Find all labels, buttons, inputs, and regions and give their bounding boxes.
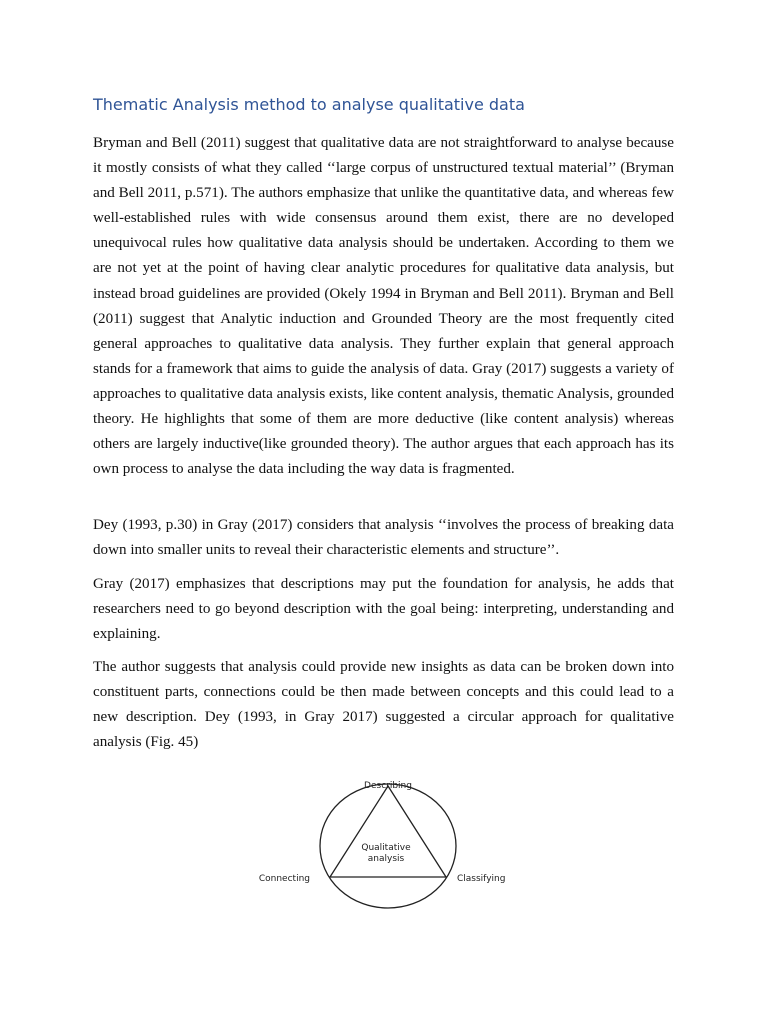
describing-label: Describing [364, 781, 412, 791]
body-paragraph: Gray (2017) emphasizes that descriptions may put the foundation for analysis, he adds that researchers need to go beyond description with the goal being: interpreting, understanding and explaining. [93, 576, 674, 643]
classifying-label: Classifying [457, 874, 506, 884]
connecting-label: Connecting [258, 874, 310, 884]
body-paragraph: Dey (1993, p.30) in Gray (2017) considers that analysis ‘‘involves the process of breaking data down into smaller units to reveal their characteristic elements and structure’’. [93, 517, 674, 559]
body-paragraph: The author suggests that analysis could provide new insights as data can be broken down into constituent parts, connections could be then made between concepts and this could lead to a new description. Dey (1993, in Gray 2017) suggested a circular approach for qualitative analysis (Fig. 45) [93, 659, 674, 751]
center-label-line-2: analysis [367, 854, 405, 864]
section-heading: Thematic Analysis method to analyse qualitative data [93, 95, 525, 114]
center-label-line-1: Qualitative [361, 843, 411, 853]
body-paragraph: Bryman and Bell (2011) suggest that qualitative data are not straightforward to analyse because it mostly consists of what they called ‘‘large corpus of unstructured textual material’’ (Bryman and Bell 2011, p.571). The authors emphasize that unlike the quantitative data, and whereas few well-established rules with wide consensus around them exist, there are no developed unequivocal rules how qualitative data analysis should be undertaken. According to them we are not yet at the point of having clear analytic procedures for qualitative data analysis, but instead broad guidelines are provided (Okely 1994 in Bryman and Bell 2011). Bryman and Bell (2011) suggest that Analytic induction and Grounded Theory are the most frequently cited general approaches to qualitative data analysis. They further explain that general approach stands for a framework that aims to guide the analysis of data. Gray (2017) suggests a variety of approaches to qualitative data analysis exists, like content analysis, thematic Analysis, grounded theory. He highlights that some of them are more deductive (like content analysis) whereas others are largely inductive(like grounded theory). The author argues that each approach has its own process to analyse the data including the way data is fragmented. [93, 135, 674, 478]
